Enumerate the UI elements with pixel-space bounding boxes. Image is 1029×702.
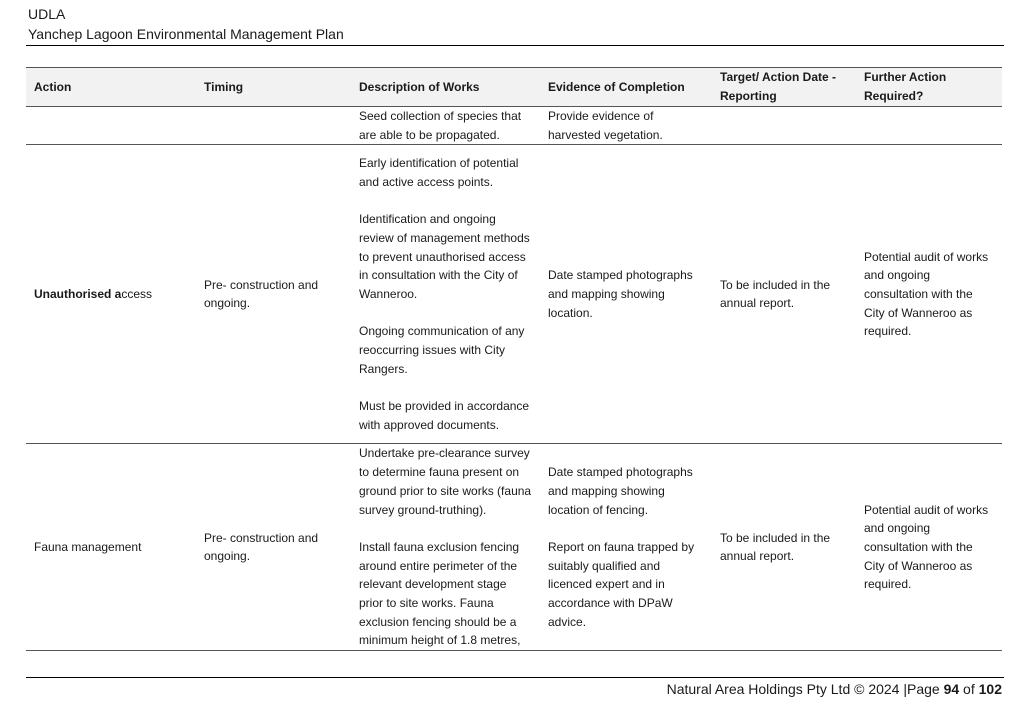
page-footer [667,679,1002,699]
action-table [26,67,1002,651]
table-row [26,107,1002,145]
action-text: Fauna management [34,539,142,554]
table-row [26,444,1002,651]
footer-rule [26,677,1004,678]
cell-target [712,107,856,145]
cell-description [351,145,540,444]
cell-evidence [540,107,712,145]
evidence-paragraph: Date stamped photographs and mapping showing location. [548,268,693,320]
cell-description [351,107,540,145]
table-row [26,145,1002,444]
col-header-target: Target/ Action Date - Reporting [712,68,856,107]
evidence-paragraph: Provide evidence of harvested vegetation. [548,109,663,142]
action-text: ccess [121,287,153,302]
cell-evidence [540,444,712,651]
action-bold-text: Unauthorised a [34,287,122,302]
evidence-paragraph: Report on fauna trapped by suitably qualified and licenced expert and in accordance with DPaW advice. [548,539,695,629]
cell-timing [196,107,351,145]
description-paragraph: Seed collection of species that are able to be propagated. [359,109,522,142]
footer-company: Natural Area Holdings Pty Ltd © 2024 |Page [666,681,944,697]
col-header-action: Action [26,68,196,107]
cell-further-action: Potential audit of works and ongoing consultation with the City of Wanneroo as required. [856,444,1002,651]
col-header-description: Description of Works [351,68,540,107]
cell-further-action: Potential audit of works and ongoing consultation with the City of Wanneroo as required. [856,145,1002,444]
cell-target: To be included in the annual report. [712,145,856,444]
table-header-row [26,68,1002,107]
cell-timing: Pre- construction and ongoing. [196,145,351,444]
footer-of: of [959,681,979,697]
description-paragraph: Install fauna exclusion fencing around entire perimeter of the relevant development stage prior to site works. Fauna exclusion fencing should be a minimum height of 1.8 metres, [359,539,521,648]
description-paragraph: Ongoing communication of any reoccurring issues with City Rangers. [359,324,525,376]
cell-target: To be included in the annual report. [712,444,856,651]
page-header [28,4,344,44]
col-header-evidence: Evidence of Completion [540,68,712,107]
header-rule [26,45,1004,46]
description-paragraph: Early identification of potential and active access points. [359,156,519,189]
cell-action [26,107,196,145]
description-paragraph: Undertake pre-clearance survey to determine fauna present on ground prior to site works (fauna survey ground-truthing). [359,446,532,517]
footer-page-number: 94 [943,681,960,697]
cell-evidence [540,145,712,444]
cell-description [351,444,540,651]
cell-action [26,444,196,651]
footer-page-total: 102 [978,681,1002,697]
col-header-further-action: Further Action Required? [856,68,1002,107]
description-paragraph: Must be provided in accordance with approved documents. [359,399,530,432]
evidence-paragraph: Date stamped photographs and mapping showing location of fencing. [548,465,693,517]
cell-timing: Pre- construction and ongoing. [196,444,351,651]
description-paragraph: Identification and ongoing review of management methods to prevent unauthorised access in consultation with the City of Wanneroo. [359,212,530,302]
cell-action [26,145,196,444]
col-header-timing: Timing [196,68,351,107]
header-org: UDLA [28,6,66,22]
header-doc-title: Yanchep Lagoon Environmental Management Plan [28,26,344,42]
cell-further-action [856,107,1002,145]
